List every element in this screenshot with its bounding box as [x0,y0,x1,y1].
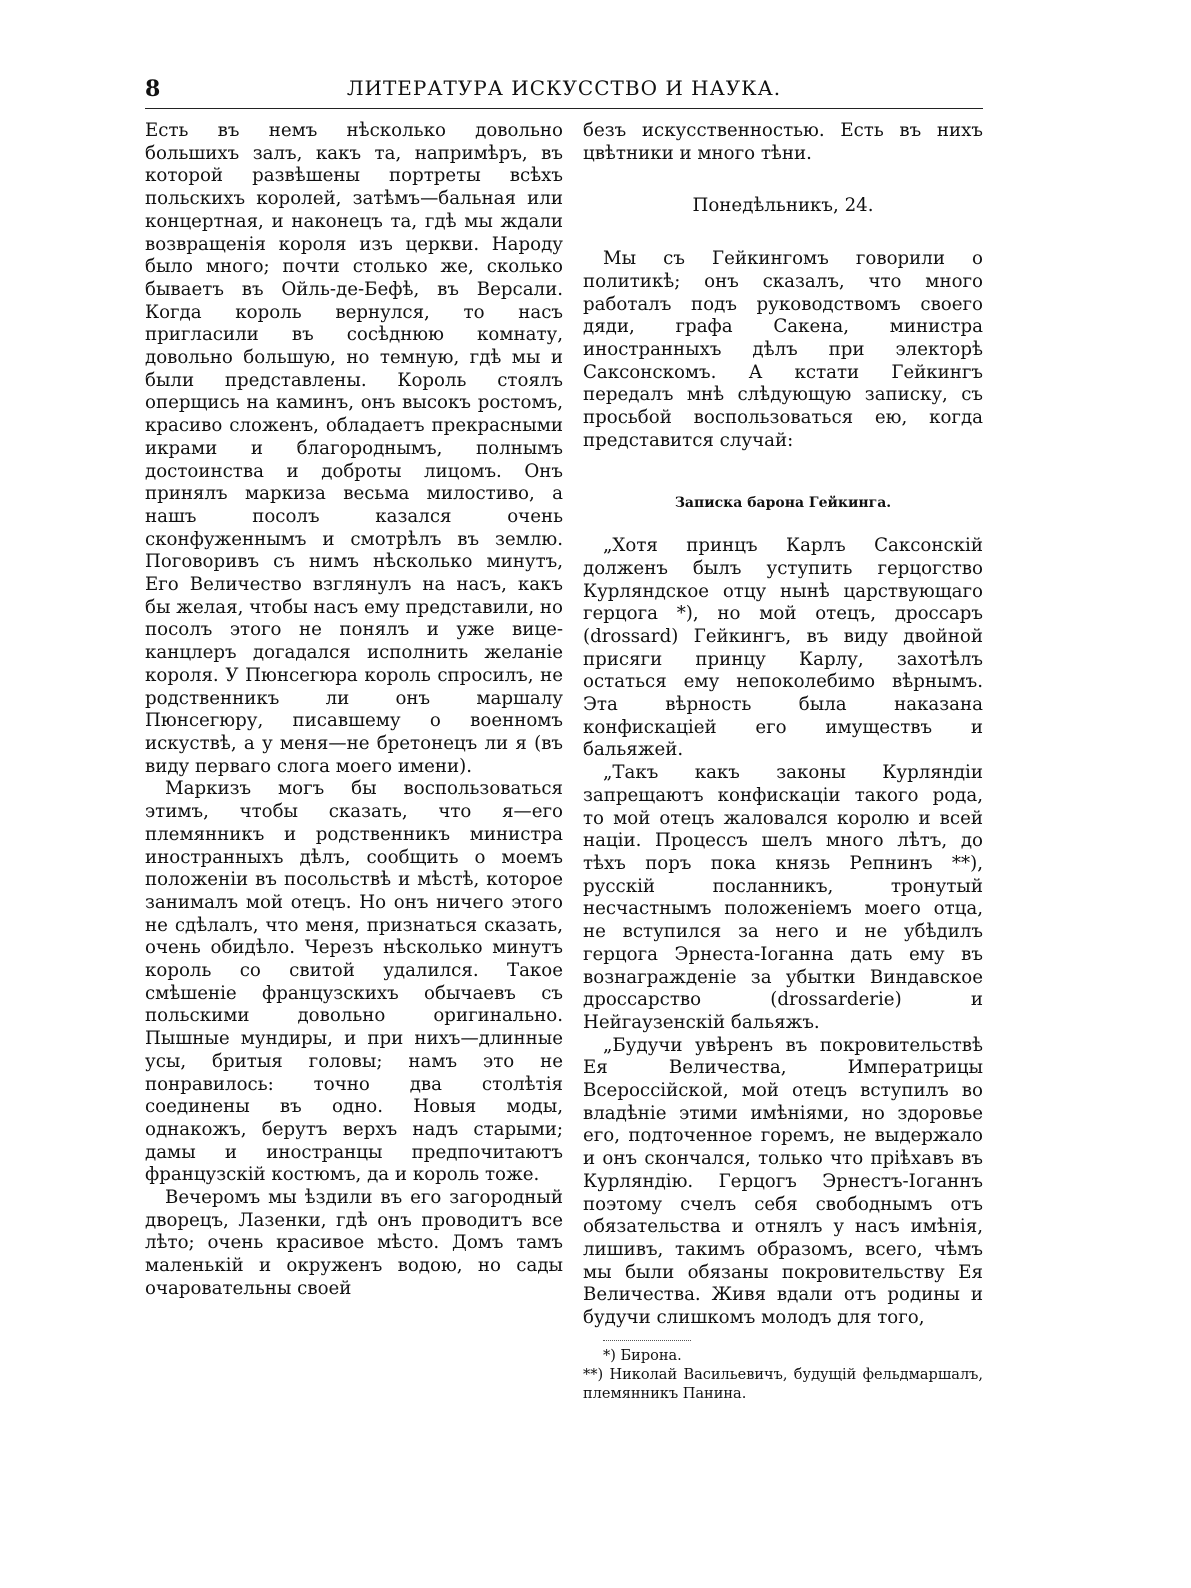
left-paragraph-1: Есть въ немъ нѣсколько довольно большихъ залъ, какъ та, напримѣръ, въ которой развѣшены портреты всѣхъ польскихъ королей, затѣмъ—бальная или концертная, и наконецъ та, гдѣ мы ждали возвращенія короля изъ церкви. Народу было много; почти столько же, сколько бываетъ въ Ойль-де-Бефѣ, въ Версали. Когда король вернулся, то насъ пригласили въ сосѣднюю комнату, довольно большую, но темную, гдѣ мы и были представлены. Король стоялъ оперщись на каминъ, онъ высокъ ростомъ, красиво сложенъ, обладаетъ прекрасными икрами и благороднымъ, полнымъ достоинства и доброты лицомъ. Онъ принялъ маркиза весьма милостиво, а нашъ посолъ казался очень сконфуженнымъ и смотрѣлъ въ землю. Поговоривъ съ нимъ нѣсколько минутъ, Его Величество взглянулъ на насъ, какъ бы желая, чтобы насъ ему представили, но посолъ этого не понялъ и уже вице-канцлеръ догадался исполнить желаніе короля. У Пюнсегюра король спросилъ, не родственникъ ли онъ маршалу Пюнсегюру, писавшему о военномъ искуствѣ, а у меня—не бретонецъ ли я (въ виду перваго слога моего имени). [145,120,563,777]
footnotes [583,1340,983,1404]
quote-paragraph-2: „Такъ какъ законы Курляндіи запрещаютъ конфискаціи такого рода, то мой отецъ жаловался королю и всей націи. Процессъ шелъ много лѣтъ, до тѣхъ поръ пока князь Репнинъ **), русскій посланникъ, тронутый несчастнымъ положеніемъ моего отца, не вступился за него и не убѣдилъ герцога Эрнеста-Іоганна дать ему въ вознагражденіе за убытки Виндавское дроссарство (drossarderie) и Нейгаузенскій бальяжъ. [583,762,983,1033]
right-paragraph: Мы съ Гейкингомъ говорили о политикѣ; онъ сказалъ, что много работалъ подъ руководствомъ своего дяди, графа Сакена, министра иностранныхъ дѣлъ при электорѣ Саксонскомъ. А кстати Гейкингъ передалъ мнѣ слѣдующую записку, съ просьбой воспользоваться ею, когда представится случай: [583,248,983,451]
quote-paragraph-3: „Будучи увѣренъ въ покровительствѣ Ея Величества, Императрицы Всероссійской, мой отецъ вступилъ во владѣніе этими имѣніями, но здоровье его, подточенное горемъ, не выдержало и онъ скончался, только что пріѣхавъ въ Курляндію. Герцогъ Эрнестъ-Іоганнъ поэтому счелъ себя свободнымъ отъ обязательства и отнялъ у насъ имѣнія, лишивъ, такимъ образомъ, всего, чѣмъ мы были обязаны покровительству Ея Величества. Живя вдали отъ родины и будучи слишкомъ молодъ для того, [583,1034,983,1329]
left-paragraph-2: Маркизъ могъ бы воспользоваться этимъ, чтобы сказать, что я—его племянникъ и родственникъ министра иностранныхъ дѣлъ, сообщить о моемъ положеніи въ посольствѣ и мѣстѣ, которое занималъ мой отецъ. Но онъ ничего этого не сдѣлалъ, что меня, признаться сказать, очень обидѣло. Черезъ нѣсколько минутъ король со свитой удалился. Такое смѣшеніе французскихъ обычаевъ съ польскими довольно оригинально. Пышные мундиры, и при нихъ—длинные усы, бритыя головы; намъ это не понравилось: точно два столѣтія соединены въ одно. Новыя моды, однакожъ, берутъ верхъ надъ старыми; дамы и иностранцы предпочитаютъ французскій костюмъ, да и король тоже. [145,778,563,1186]
footnote-1: *) Бирона. [603,1347,682,1364]
page-number: 8 [145,76,161,102]
quote-paragraph-1: „Хотя принцъ Карлъ Саксонскій долженъ былъ уступить герцогство Курляндское отцу нынѣ царствующаго герцога *), но мой отецъ, дроссаръ (drossard) Гейкингъ, въ виду двойной присяги принцу Карлу, захотѣлъ остаться ему непоколебимо вѣрнымъ. Эта вѣрность была наказана конфискаціей его имуществъ и бальяжей. [583,535,983,761]
footnote-divider [603,1340,691,1341]
right-column [583,120,983,1404]
running-title: ЛИТЕРАТУРА ИСКУССТВО И НАУКА. [346,76,782,100]
left-paragraph-3: Вечеромъ мы ѣздили въ его загородный дворецъ, Лазенки, гдѣ онъ проводитъ все лѣто; очень красивое мѣсто. Домъ тамъ маленькій и окруженъ водою, но сады очаровательны своей [145,1187,563,1299]
page-header [145,76,983,109]
right-continuation: безъ искусственностью. Есть въ нихъ цвѣтники и много тѣни. [583,120,983,164]
note-subheading: Записка барона Гейкинга. [674,495,892,512]
left-column [145,120,563,1301]
diary-date-heading: Понедѣльникъ, 24. [692,195,874,217]
footnote-2: **) Николай Васильевичъ, будущій фельдмаршалъ, племянникъ Панина. [583,1366,983,1402]
